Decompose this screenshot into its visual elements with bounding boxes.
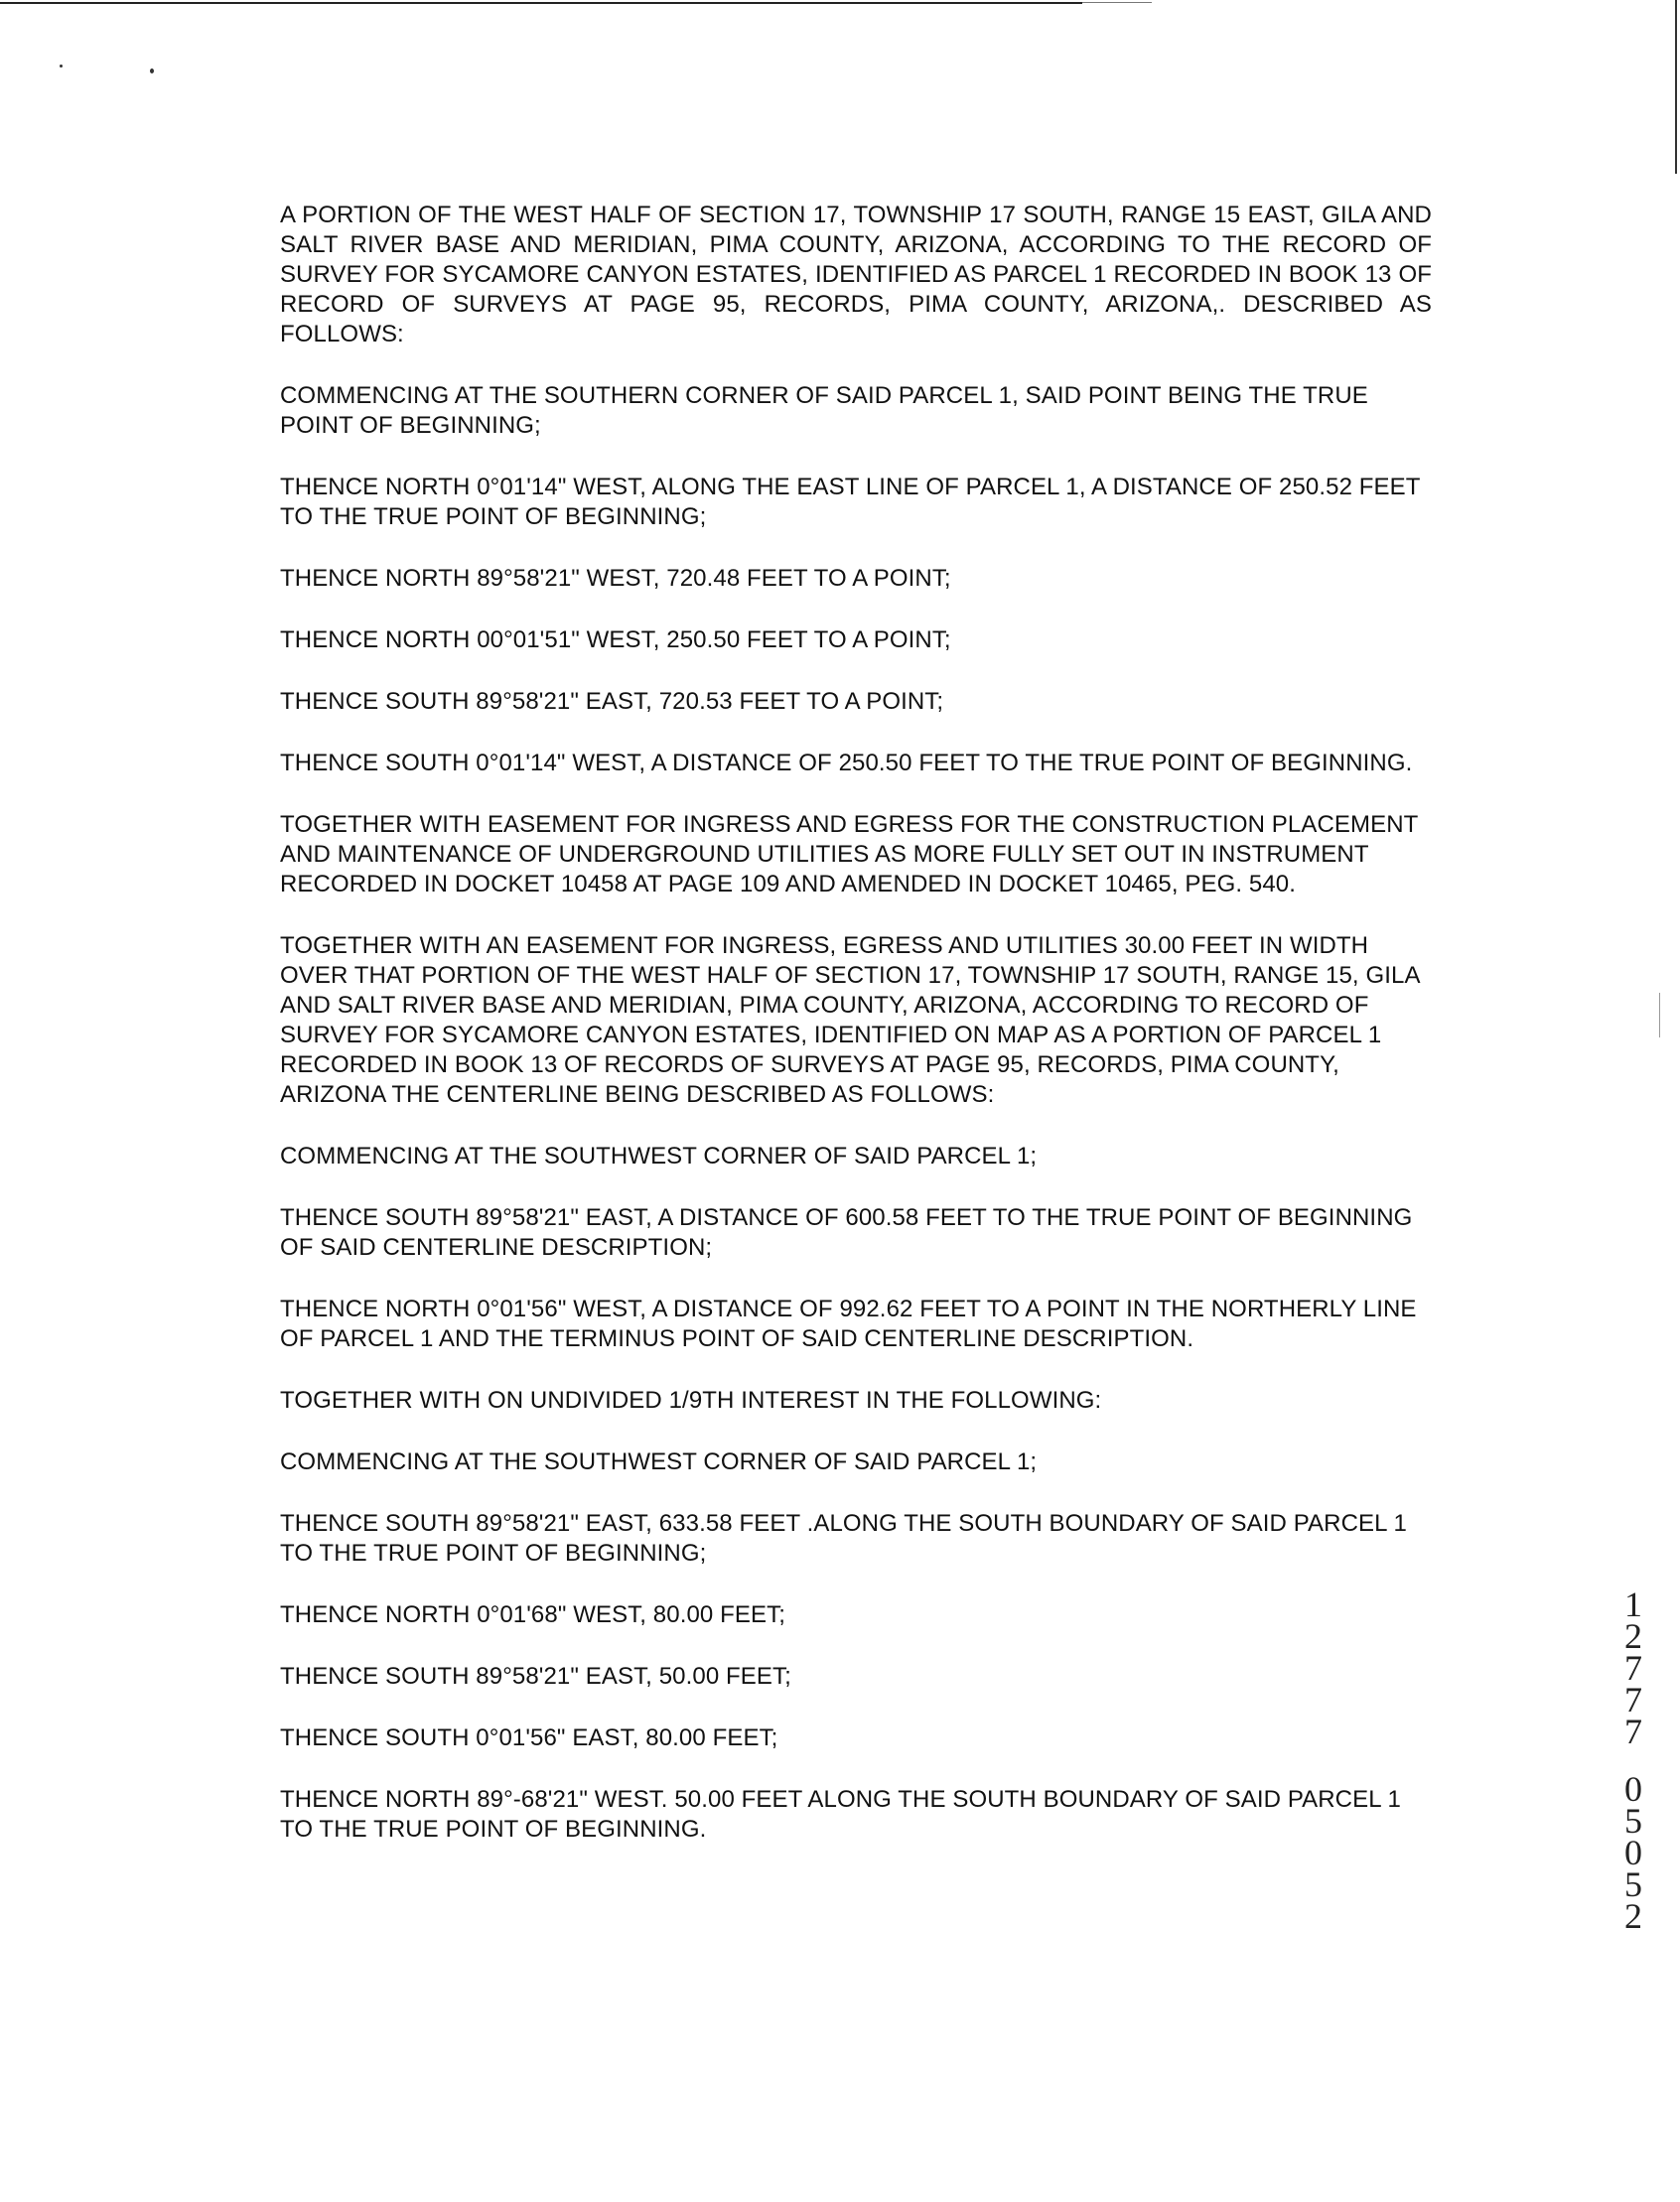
paragraph-interest: TOGETHER WITH ON UNDIVIDED 1/9TH INTEREST IN THE FOLLOWING: xyxy=(280,1387,1102,1414)
recording-number xyxy=(1613,1584,1653,1936)
paragraph-course: THENCE NORTH 89°58'21" WEST, 720.48 FEET TO A POINT; xyxy=(280,565,951,592)
legal-description xyxy=(280,201,1432,1876)
paragraph-course: THENCE SOUTH 0°01'56" EAST, 80.00 FEET; xyxy=(280,1724,778,1751)
recording-digit: 1 xyxy=(1624,1584,1642,1624)
paragraph-course: THENCE SOUTH 89°58'21" EAST, 50.00 FEET; xyxy=(280,1663,791,1690)
recording-digit: 0 xyxy=(1624,1769,1642,1809)
paragraph-course: THENCE NORTH 89°-68'21" WEST. 50.00 FEET ALONG THE SOUTH BOUNDARY OF SAID PARCEL 1 TO THE TRUE POINT OF BEGINNING. xyxy=(280,1786,1401,1843)
recording-digit: 2 xyxy=(1624,1896,1642,1936)
paragraph-commencing: COMMENCING AT THE SOUTHWEST CORNER OF SAID PARCEL 1; xyxy=(280,1143,1038,1170)
recording-digit: 0 xyxy=(1624,1833,1642,1872)
recording-digit: 7 xyxy=(1624,1712,1642,1751)
recording-digit: 5 xyxy=(1624,1801,1642,1841)
paragraph-course: THENCE SOUTH 89°58'21" EAST, 720.53 FEET TO A POINT; xyxy=(280,688,944,715)
scan-speck xyxy=(150,69,154,73)
recording-digit: 7 xyxy=(1624,1648,1642,1688)
paragraph-course: THENCE SOUTH 0°01'14" WEST, A DISTANCE OF 250.50 FEET TO THE TRUE POINT OF BEGINNING. xyxy=(280,750,1413,776)
paragraph-commencing: COMMENCING AT THE SOUTHERN CORNER OF SAID PARCEL 1, SAID POINT BEING THE TRUE POINT OF BEGINNING; xyxy=(280,382,1368,439)
paragraph-course: THENCE NORTH 0°01'56" WEST, A DISTANCE OF 992.62 FEET TO A POINT IN THE NORTHERLY LINE OF PARCEL 1 AND THE TERMINUS POINT OF SAID CENTERLINE DESCRIPTION. xyxy=(280,1296,1417,1352)
scan-edge-mark xyxy=(1659,993,1660,1037)
recording-digit: 2 xyxy=(1624,1616,1642,1656)
paragraph-course: THENCE NORTH 0°01'68" WEST, 80.00 FEET; xyxy=(280,1601,785,1628)
recording-digit: 5 xyxy=(1624,1864,1642,1904)
paragraph-course: THENCE NORTH 00°01'51" WEST, 250.50 FEET TO A POINT; xyxy=(280,626,951,653)
paragraph-parcel-intro: A PORTION OF THE WEST HALF OF SECTION 17, TOWNSHIP 17 SOUTH, RANGE 15 EAST, GILA AND SALT RIVER BASE AND MERIDIAN, PIMA COUNTY, ARIZONA, ACCORDING TO THE RECORD OF SURVEY FOR SYCAMORE CANYON ESTATES, IDENTIFIED AS PARCEL 1 RECORDED IN BOOK 13 OF RECORD OF SURVEYS AT PAGE 95, RECORDS, PIMA COUNTY, ARIZONA,. DESCRIBED AS FOLLOWS: xyxy=(280,202,1432,347)
scan-top-border-faint xyxy=(1082,2,1152,3)
paragraph-course: THENCE SOUTH 89°58'21" EAST, A DISTANCE OF 600.58 FEET TO THE TRUE POINT OF BEGINNING OF SAID CENTERLINE DESCRIPTION; xyxy=(280,1204,1413,1261)
paragraph-commencing: COMMENCING AT THE SOUTHWEST CORNER OF SAID PARCEL 1; xyxy=(280,1448,1038,1475)
paragraph-course: THENCE NORTH 0°01'14" WEST, ALONG THE EAST LINE OF PARCEL 1, A DISTANCE OF 250.52 FEET TO THE TRUE POINT OF BEGINNING; xyxy=(280,474,1421,530)
scan-speck xyxy=(60,65,63,68)
paragraph-course: THENCE SOUTH 89°58'21" EAST, 633.58 FEET .ALONG THE SOUTH BOUNDARY OF SAID PARCEL 1 TO THE TRUE POINT OF BEGINNING; xyxy=(280,1510,1407,1567)
recording-digit: 7 xyxy=(1624,1680,1642,1720)
paragraph-utility-easement: TOGETHER WITH EASEMENT FOR INGRESS AND EGRESS FOR THE CONSTRUCTION PLACEMENT AND MAINTENANCE OF UNDERGROUND UTILITIES AS MORE FULLY SET OUT IN INSTRUMENT RECORDED IN DOCKET 10458 AT PAGE 109 AND AMENDED IN DOCKET 10465, PEG. 540. xyxy=(280,811,1418,897)
paragraph-access-easement: TOGETHER WITH AN EASEMENT FOR INGRESS, EGRESS AND UTILITIES 30.00 FEET IN WIDTH OVER THAT PORTION OF THE WEST HALF OF SECTION 17, TOWNSHIP 17 SOUTH, RANGE 15, GILA AND SALT RIVER BASE AND MERIDIAN, PIMA COUNTY, ARIZONA, ACCORDING TO RECORD OF SURVEY FOR SYCAMORE CANYON ESTATES, IDENTIFIED ON MAP AS A PORTION OF PARCEL 1 RECORDED IN BOOK 13 OF RECORDS OF SURVEYS AT PAGE 95, RECORDS, PIMA COUNTY, ARIZONA THE CENTERLINE BEING DESCRIBED AS FOLLOWS: xyxy=(280,932,1420,1108)
scan-right-edge xyxy=(1675,0,1677,174)
scan-top-border xyxy=(0,2,1082,4)
